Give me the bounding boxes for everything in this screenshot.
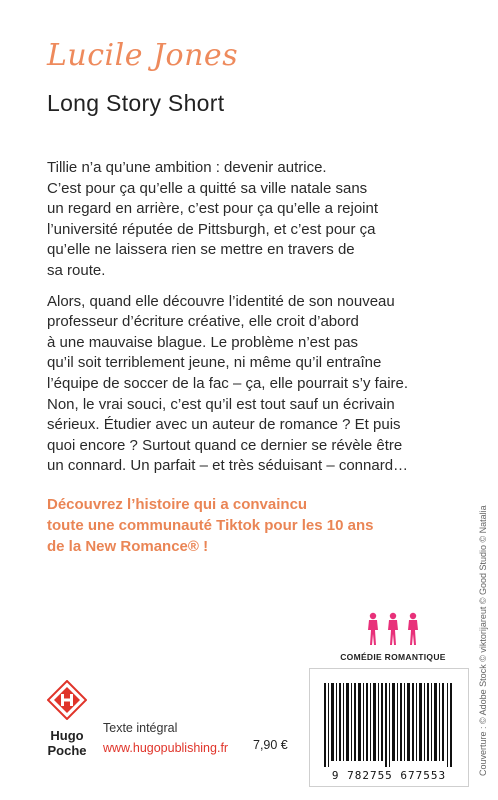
publisher-logo-text <box>41 728 93 758</box>
logo-line-1: Hugo <box>50 728 84 743</box>
blurb <box>47 158 457 487</box>
blurb-line: l’équipe de soccer de la fac – ça, elle pourrait s’y faire. <box>47 374 409 392</box>
cover-credits: Couverture : © Adobe Stock © viktorijareut © Good Studio © Natalia <box>478 505 488 776</box>
blurb-line: professeur d’écriture créative, elle croit d’abord <box>47 313 359 331</box>
blurb-line: un connard. Un parfait – et très séduisant – connard… <box>47 457 409 475</box>
price: 7,90 € <box>253 738 288 752</box>
publisher-logo <box>41 680 93 758</box>
publisher-info <box>103 718 228 758</box>
barcode-icon <box>324 683 454 767</box>
promo-line: toute une communauté Tiktok pour les 10 ans <box>47 517 374 534</box>
blurb-paragraph-1 <box>47 158 457 282</box>
blurb-line: Non, le vrai souci, c’est qu’il est tout sauf un écrivain <box>47 395 395 413</box>
edition-label: Texte intégral <box>103 721 178 735</box>
promo-line: de la New Romance® ! <box>47 538 209 555</box>
genre-label: COMÉDIE ROMANTIQUE <box>340 652 446 662</box>
blurb-line: qu’elle ne laissera rien se mettre en travers de <box>47 241 355 259</box>
blurb-line: qu’il soit terriblement jeune, ni même qu’il entraîne <box>47 354 382 372</box>
author-name: Lucile Jones <box>47 38 239 73</box>
blurb-line: sérieux. Étudier avec un auteur de romance ? Et puis <box>47 416 401 434</box>
blurb-line: sa route. <box>47 261 106 279</box>
promo-line: Découvrez l’histoire qui a convaincu <box>47 496 308 513</box>
publisher-website-link[interactable]: www.hugopublishing.fr <box>103 741 229 755</box>
blurb-line: un regard en arrière, c’est pour ça qu’elle a rejoint <box>47 200 379 218</box>
blurb-line: Alors, quand elle découvre l’identité de son nouveau <box>47 292 395 310</box>
blurb-line: à une mauvaise blague. Le problème n’est pas <box>47 333 359 351</box>
three-women-silhouettes-icon <box>363 612 423 646</box>
blurb-line: Tillie n’a qu’une ambition : devenir autrice. <box>47 159 327 176</box>
blurb-paragraph-2 <box>47 292 457 477</box>
hugo-diamond-logo-icon <box>47 680 87 720</box>
promo-tagline <box>47 494 457 557</box>
logo-line-2: Poche <box>47 743 87 758</box>
genre-badge <box>318 612 468 662</box>
barcode-number: 9 782755 677553 <box>331 769 447 782</box>
barcode-panel <box>309 668 469 787</box>
book-title: Long Story Short <box>47 90 225 116</box>
blurb-line: C’est pour ça qu’elle a quitté sa ville natale sans <box>47 179 368 197</box>
blurb-line: quoi encore ? Surtout quand ce dernier se révèle être <box>47 436 403 454</box>
blurb-line: l’université réputée de Pittsburgh, et c’est pour ça <box>47 220 376 238</box>
